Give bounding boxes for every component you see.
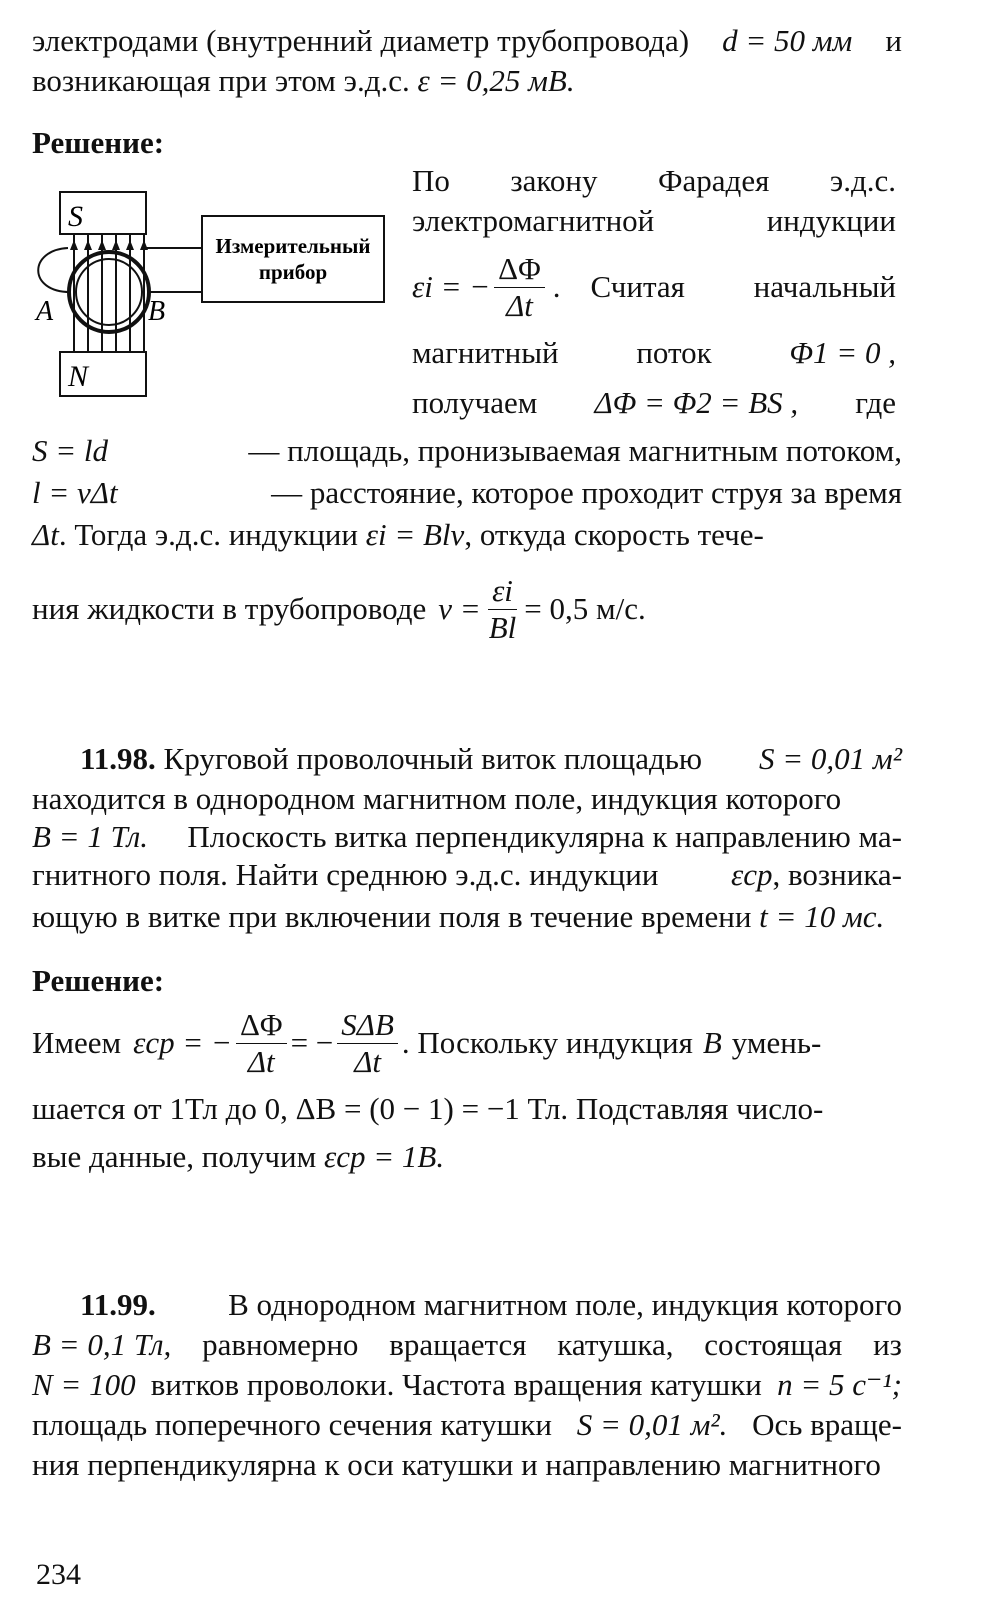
word: вращается [389,1327,527,1362]
word: где [855,385,896,420]
induction-value: B = 1 Тл. [32,819,148,854]
emf-avg: εср [730,857,773,892]
induction-value: B = 0,1 Тл, [32,1327,172,1362]
p99-line-3 [32,1366,902,1404]
frac-den: Δt [354,1043,381,1079]
pipe-outer [69,252,149,332]
distance-formula: l = vΔt [32,475,118,510]
field-arrows [70,240,148,250]
flux-initial: Φ1 = 0 , [789,335,896,370]
faraday-fraction [494,251,545,324]
equals: = − [290,1025,334,1060]
text: площадь поперечного сечения катушки [32,1407,553,1442]
text: умень- [731,1025,822,1060]
text: , откуда скорость тече- [464,517,764,552]
intro-line-1 [32,22,902,60]
area-text: — площадь, пронизываемая магнитным потоком, [248,433,902,468]
area-value: S = 0,01 м². [576,1407,728,1442]
frac-num: ΔΦ [494,251,545,288]
text: витков проволоки. Частота вращения катушки [150,1367,762,1402]
word: равномерно [202,1327,359,1362]
area-value: S = 0,01 м² [759,741,902,776]
flux-fraction [236,1007,287,1080]
text: Плоскость витка перпендикулярна к направлению ма- [187,819,902,854]
flux-change: ΔΦ = Φ2 = BS , [594,385,799,420]
faraday-lhs: εi = − [412,269,491,304]
time-value: t = 10 мс. [759,899,885,934]
word: катушка, [557,1327,674,1362]
induction-fraction [337,1007,398,1080]
text: . Тогда э.д.с. индукции [58,517,358,552]
text: ния жидкости в трубопроводе [32,591,427,626]
p98-line-5 [32,898,902,936]
intro-text: электродами (внутренний диаметр трубопровода) [32,23,690,58]
electrode-b-label: B [148,296,166,327]
text: . Поскольку индукция [401,1025,693,1060]
magnet-s-label: S [68,200,83,233]
device-label-2: прибор [258,260,328,284]
emf-lhs: εср = − [133,1025,232,1060]
diameter-value: d = 50 мм [722,23,853,58]
word: закону [510,163,598,198]
word: Считая [590,269,685,304]
sol1-row-2 [412,202,896,240]
delta-t: Δt [32,517,59,552]
sol1-row-8 [32,516,902,554]
sol1-row-3: εi = − $\frac{\Delta\Phi}{\Delta t}$ . Считая начальный [412,250,896,323]
text: В однородном магнитном поле, индукция которого [228,1287,902,1322]
velocity-result: = 0,5 м/с. [524,591,646,626]
p98-line-2: находится в однородном магнитном поле, индукция которого [32,781,842,816]
word: э.д.с. [829,163,896,198]
text: гнитного поля. Найти среднюю э.д.с. индукции [32,857,659,892]
page-number: 234 [36,1558,81,1591]
word: состоящая [704,1327,843,1362]
sol1-row-6 [32,432,902,470]
sol2-line-1 [32,1000,902,1086]
word: поток [636,335,712,370]
pipe-inner [76,259,142,325]
word: из [873,1327,902,1362]
measuring-device-box [202,216,384,302]
p99-line-5: ния перпендикулярна к оси катушки и направлению магнитного [32,1447,881,1482]
sol2-line-2: шается от 1Тл до 0, ΔB = (0 − 1) = −1 Тл. Подставляя число- [32,1091,824,1126]
problem-number: 11.98. [80,741,156,776]
intro-end: и [885,23,902,58]
text: Круговой проволочный виток площадью [163,741,703,776]
word: получаем [412,385,538,420]
emf-result: εср = 1В. [323,1139,445,1174]
frac-den: Bl [488,609,517,645]
sol1-row-1 [412,162,896,200]
frac-num: ΔΦ [236,1007,287,1044]
solution-heading-1: Решение: [32,125,165,160]
b-symbol: B [702,1025,722,1060]
word: электромагнитной [412,203,655,238]
frac-den: Δt [247,1043,275,1079]
solution-heading-2: Решение: [32,963,165,998]
p98-line-1 [80,740,902,778]
magnet-n-label: N [68,360,89,393]
emf-value: ε = 0,25 мВ. [417,63,575,98]
frac-num: SΔB [337,1007,398,1044]
emf-formula: εi = Blv [365,517,465,552]
p99-line-2 [32,1326,902,1364]
velocity-lhs: v = [438,591,481,626]
text: Имеем [32,1025,122,1060]
electrode-a-label: A [36,296,54,327]
word: начальный [753,269,896,304]
sol1-row-9 [32,566,902,652]
sol1-row-7 [32,474,902,512]
frac-den: Δt [506,287,533,323]
wire-a-loop [38,248,70,292]
word: Фарадея [658,163,770,198]
text: ющую в витке при включении поля в течение времени [32,899,752,934]
velocity-fraction [485,573,521,646]
p98-line-3 [32,818,902,856]
frequency-value: n = 5 с⁻¹; [777,1367,902,1402]
text: , возника- [772,857,902,892]
text: вые данные, получим [32,1139,317,1174]
sol1-row-5 [412,384,896,422]
p98-line-4 [32,856,902,894]
intro-line-2 [32,62,902,100]
device-label-1: Измерительный [215,234,371,258]
word: По [412,163,450,198]
p99-line-1 [80,1286,902,1324]
turns-value: N = 100 [32,1367,136,1402]
sol2-line-3 [32,1138,902,1176]
area-formula: S = ld [32,433,109,468]
distance-text: — расстояние, которое проходит струя за время [271,475,902,510]
intro-text-2: возникающая при этом э.д.с. [32,63,410,98]
p99-line-4 [32,1406,902,1444]
word: индукции [766,203,896,238]
text: Ось враще- [752,1407,902,1442]
flowmeter-diagram [28,180,398,420]
sol1-row-4 [412,334,896,372]
problem-number: 11.99. [80,1287,156,1322]
frac-num: εi [488,573,517,610]
word: магнитный [412,335,559,370]
